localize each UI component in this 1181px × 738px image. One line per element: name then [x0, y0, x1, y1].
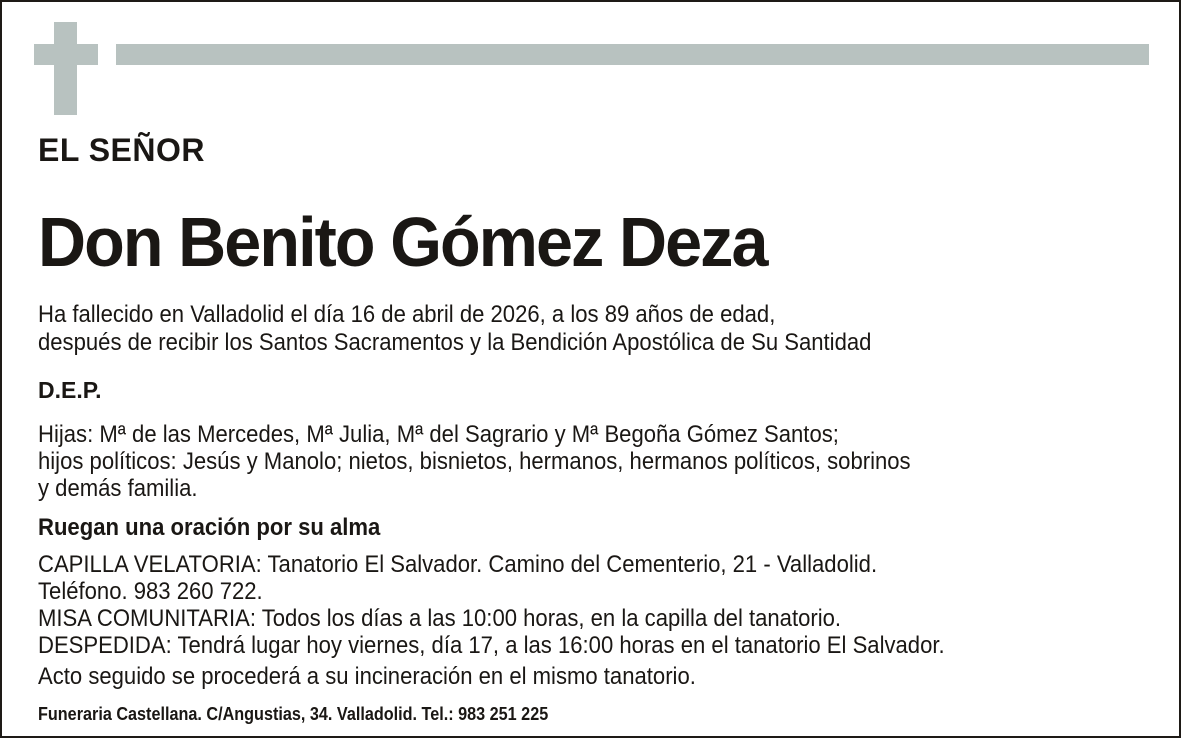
detail-farewell: DESPEDIDA: Tendrá lugar hoy viernes, día 17, a las 16:00 horas en el tanatorio El Salvador.: [38, 632, 945, 659]
detail-mass: MISA COMUNITARIA: Todos los días a las 10:00 horas, en la capilla del tanatorio.: [38, 605, 842, 632]
family-line-2: hijos políticos: Jesús y Manolo; nietos, bisnietos, hermanos, hermanos políticos, sobrinos: [38, 448, 911, 475]
detail-phone: Teléfono. 983 260 722.: [38, 578, 263, 605]
detail-chapel: CAPILLA VELATORIA: Tanatorio El Salvador. Camino del Cementerio, 21 - Valladolid.: [38, 551, 878, 578]
funeral-home-footer: Funeraria Castellana. C/Angustias, 34. Valladolid. Tel.: 983 251 225: [38, 704, 549, 724]
cross-icon-vertical: [54, 22, 77, 115]
announcement-line-2: después de recibir los Santos Sacramentos y la Bendición Apostólica de Su Santidad: [38, 329, 872, 356]
header-rule: [116, 44, 1149, 65]
cross-icon-horizontal: [34, 44, 98, 65]
closing-note: Acto seguido se procederá a su incineración en el mismo tanatorio.: [38, 663, 696, 690]
announcement-line-1: Ha fallecido en Valladolid el día 16 de abril de 2026, a los 89 años de edad,: [38, 301, 776, 328]
honorific-title: EL SEÑOR: [38, 132, 205, 168]
dep-label: D.E.P.: [38, 377, 102, 403]
deceased-name: Don Benito Gómez Deza: [38, 203, 767, 281]
prayer-request: Ruegan una oración por su alma: [38, 514, 381, 541]
family-line-3: y demás familia.: [38, 475, 198, 502]
family-line-1: Hijas: Mª de las Mercedes, Mª Julia, Mª del Sagrario y Mª Begoña Gómez Santos;: [38, 421, 839, 448]
